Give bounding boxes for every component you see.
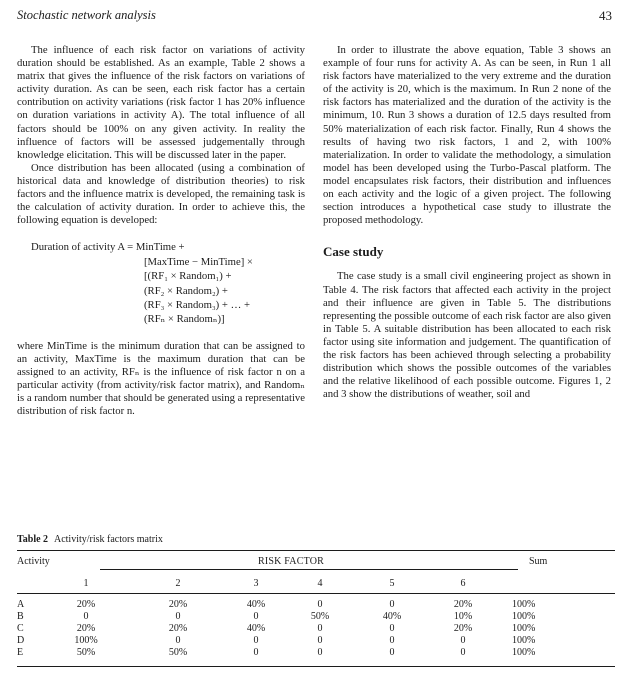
table-row-activity: E [17,647,24,658]
table-row-activity: C [17,623,24,634]
table-cell: 50% [168,647,188,658]
equation-lead: Duration of activity A = MinTime + [31,241,185,254]
table-row-activity: B [17,611,24,622]
table-cell-sum: 100% [512,635,536,646]
table-cell: 0 [460,635,466,646]
table-header-sum: Sum [529,556,548,567]
table-cell: 0 [175,611,181,622]
table-cell: 0 [83,611,89,622]
table-cell: 20% [168,623,188,634]
equation-line: (RFₙ × Randomₙ)] [144,313,225,326]
equation-line: (RF₃ × Random₃) + … + [144,298,250,311]
risk-factor-number: 5 [389,578,395,589]
table-cell-sum: 100% [512,599,536,610]
table-cell: 40% [246,599,266,610]
table-row-activity: A [17,599,25,610]
risk-factor-number: 2 [175,578,181,589]
table-cell: 20% [76,623,96,634]
risk-factor-number: 4 [317,578,323,589]
table-cell: 0 [253,611,259,622]
table-cell: 40% [382,611,402,622]
table-cell: 0 [389,635,395,646]
table-cell: 10% [453,611,473,622]
paragraph: Once distribution has been allocated (using a combination of historical data and knowledge of distribution theories) to risk factors and the influence matrix is developed, the remaining task is the calculation of activity duration. In order to achieve this, the following equation is developed: [17,161,305,227]
table-cell: 0 [389,623,395,634]
table-cell: 0 [317,599,323,610]
section-heading: Case study [323,244,384,260]
risk-factor-number: 1 [83,578,89,589]
risk-factor-number: 6 [460,578,466,589]
table-row-activity: D [17,635,25,646]
table-cell: 20% [453,599,473,610]
equation-line: [(RF₁ × Random₁) + [144,270,232,283]
risk-factor-number: 3 [253,578,259,589]
table-cell: 0 [253,635,259,646]
page-number: 43 [599,8,612,23]
table-cell: 20% [168,599,188,610]
paragraph: The case study is a small civil engineering project as shown in Table 4. The risk factors that affected each activity in the project and their influence are given in Table 5. The distributions representing the possible outcome of each risk factor are also given in Table 5. A suitable distribution has been allocated to each risk factor using site information and judgement. The quantification of the risk factors has been achieved through selecting a probability distribution which shows the possible outcomes of the variables and the relative likelihood of each possible outcome. Figures 1, 2 and 3 show the distributions of weather, soil and [323,270,611,401]
table-bottom-rule [17,666,615,667]
table-cell-sum: 100% [512,647,536,658]
paragraph: The influence of each risk factor on variations of activity duration should be established. As an example, Table 2 shows a matrix that gives the influence of the risk factors on variations of activity duration. As can be seen, each risk factor has a certain contribution on activity variations (risk factor 1 has 20% influence on duration variations in activity A). The total influence of all factors should be 100% on any given activity. In reality the influence of factors will be assessed judgementally through knowledge elicitation. This will be discussed later in the paper. [17,44,305,161]
table-top-rule [17,550,615,551]
table-cell: 50% [76,647,96,658]
table-cell: 0 [460,647,466,658]
table-group-rule [100,569,518,570]
table-cell: 40% [246,623,266,634]
table-cell: 100% [74,635,98,646]
table-caption-text: Activity/risk factors matrix [53,534,163,545]
running-head: Stochastic network analysis [17,8,156,22]
table-cell: 20% [453,623,473,634]
table-cell: 0 [253,647,259,658]
table-cell: 0 [317,647,323,658]
table-cell-sum: 100% [512,623,536,634]
equation-line: (RF₂ × Random₂) + [144,284,228,297]
table-cell: 50% [310,611,330,622]
paragraph: In order to illustrate the above equation, Table 3 shows an example of four runs for activity A. As can be seen, in Run 1 all risk factors have materialized to the very extreme and the duration of the activity is 20, which is the maximum. In Run 2 none of the risk factors has materialized and the duration of the activity is the minimum, 10. Run 3 shows a duration of 12.5 days resulted from 50% materialization of each risk factor. Finally, Run 4 shows the results of having two risk factors, 1 and 2, with 100% materialization. In order to validate the methodology, a simulation model has been developed using the Turbo-Pascal platform. The model encapsulates risk factors, their distribution and influences on each activity and the logic of a given project. The following section introduces a hypothetical case study to illustrate the proposed methodology. [323,44,611,227]
paragraph: where MinTime is the minimum duration that can be assigned to an activity, MaxTime is the maximum duration that can be assigned to an activity, RFₙ is the influence of risk factor n on a particular activity (from activity/risk factor matrix), and Randomₙ is a random number that should be generated using a representative distribution of risk factor n. [17,339,305,418]
table-cell-sum: 100% [512,611,536,622]
table-caption-number: Table 2 [17,534,49,545]
table-caption [17,534,163,545]
table-cell: 0 [389,599,395,610]
table-header-rule [17,593,615,594]
table-cell: 0 [389,647,395,658]
table-cell: 0 [317,623,323,634]
table-cell: 20% [76,599,96,610]
equation-line: [MaxTime − MinTime] × [144,255,253,268]
table-cell: 0 [317,635,323,646]
left-column [17,44,305,418]
table-header-activity: Activity [17,556,50,567]
equation [17,240,305,326]
table-header-risk-factor: RISK FACTOR [258,556,325,567]
table-cell: 0 [175,635,181,646]
right-column [323,44,611,401]
